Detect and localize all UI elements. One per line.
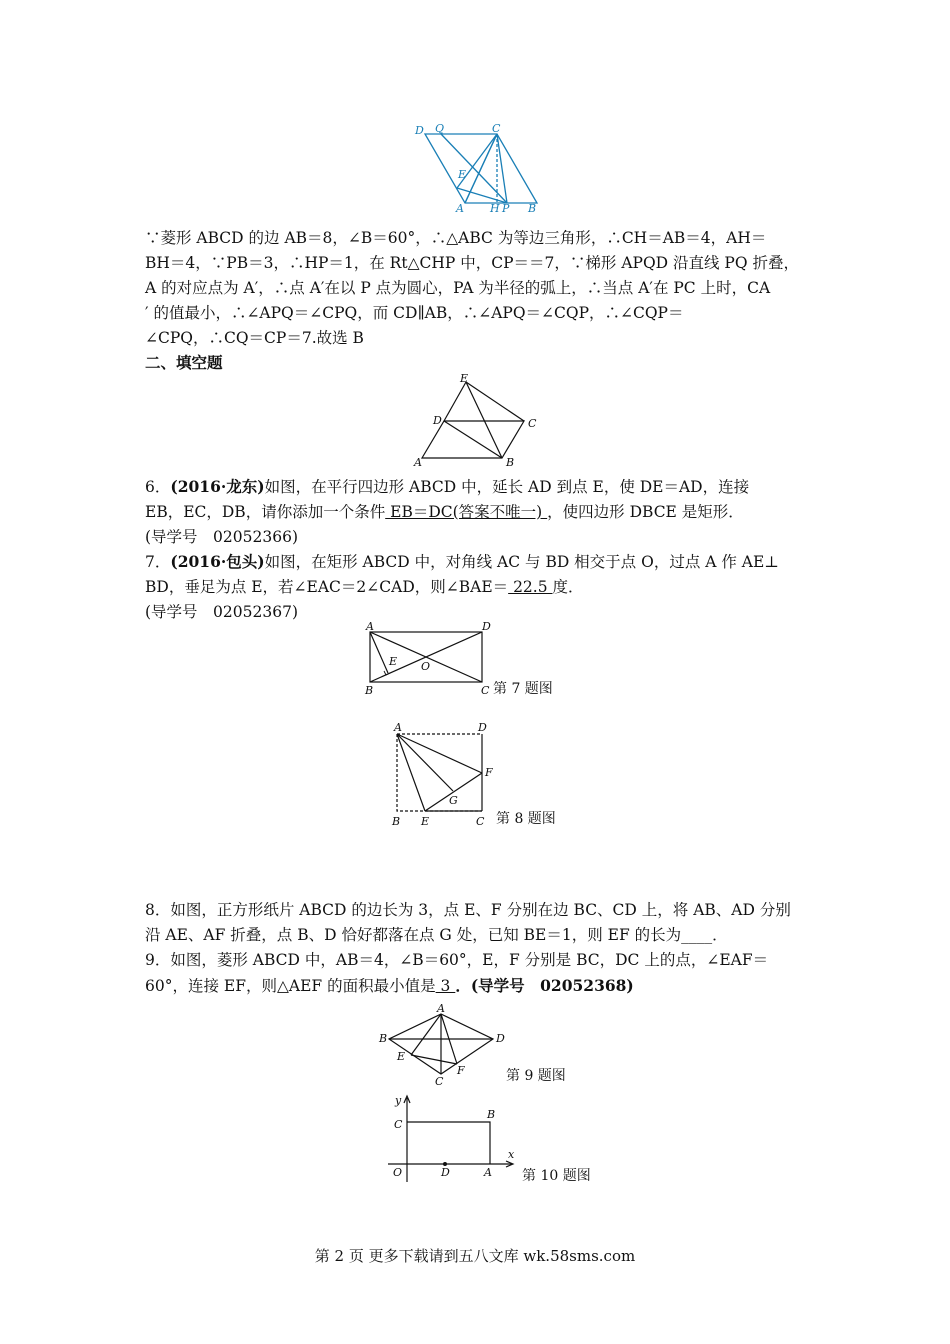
- q7-ref: (导学号 02052367): [145, 603, 298, 621]
- fig9-label-a: A: [437, 1002, 445, 1015]
- fig10-label-c: C: [394, 1118, 403, 1131]
- fig8-label-b: B: [392, 815, 401, 828]
- fig8-caption: 第 8 题图: [496, 811, 556, 827]
- fig7-label-o: O: [421, 660, 431, 673]
- figure-q5-rhombus: [405, 118, 550, 213]
- fig9-label-d: D: [496, 1032, 505, 1045]
- fig10-label-a: A: [484, 1166, 492, 1179]
- q8-text-1: 8．如图，正方形纸片 ABCD 的边长为 3，点 E、F 分别在边 BC、CD 上，将 AB、AD 分别: [145, 901, 791, 919]
- fig9-label-c: C: [435, 1075, 444, 1088]
- q7-answer: 22.5: [508, 578, 553, 596]
- q9-text-1: 9．如图，菱形 ABCD 中，AB＝4，∠B＝60°，E，F 分别是 BC，DC 上的点，∠EAF＝: [145, 951, 769, 969]
- q6-number: 6．: [145, 478, 171, 496]
- fig6-label-c: C: [528, 417, 537, 430]
- solution-line-4: ′ 的值最小，∴∠APQ＝∠CPQ，而 CD∥AB，∴∠APQ＝∠CQP，∴∠CQP＝: [145, 304, 684, 322]
- q9-text-2b: ．(导学号 02052368): [455, 976, 634, 995]
- fig10-caption: 第 10 题图: [522, 1168, 591, 1184]
- solution-line-5: ∠CPQ，∴CQ＝CP＝7.故选 B: [145, 329, 364, 347]
- fig5-label-p: P: [502, 202, 510, 213]
- fig8-label-e: E: [421, 815, 430, 828]
- q9-answer: 3: [435, 977, 456, 995]
- fig9-label-e: E: [397, 1050, 406, 1063]
- question-6: [145, 474, 813, 550]
- q6-text-1: 如图，在平行四边形 ABCD 中，延长 AD 到点 E，使 DE＝AD，连接: [264, 478, 750, 496]
- fig10-label-y: y: [395, 1094, 402, 1107]
- fig7-label-a: A: [366, 620, 374, 633]
- fig10-label-b: B: [487, 1108, 496, 1121]
- q6-ref: (导学号 02052366): [145, 528, 298, 546]
- solution-line-3: A 的对应点为 A′，∴点 A′在以 P 点为圆心，PA 为半径的弧上，∴当点 A′在 PC 上时，CA: [145, 279, 771, 297]
- fig5-label-e: E: [458, 168, 467, 181]
- q7-source: (2016·包头): [170, 552, 265, 571]
- fig10-label-o: O: [393, 1166, 403, 1179]
- solution-line-2: BH＝4，∵PB＝3，∴HP＝1，在 Rt△CHP 中，CP＝＝7，∵梯形 APQD 沿直线 PQ 折叠，: [145, 254, 799, 272]
- fig7-label-c: C: [481, 684, 490, 697]
- question-8: [145, 898, 813, 948]
- solution-line-1: ∵菱形 ABCD 的边 AB＝8，∠B＝60°，∴△ABC 为等边三角形，∴CH＝AB＝4，AH＝: [145, 229, 767, 247]
- page-footer: 第 2 页 更多下载请到五八文库 wk.58sms.com: [314, 1247, 636, 1265]
- figure-q7-rectangle: [360, 618, 570, 700]
- figure-q8-square: [385, 718, 575, 830]
- fig7-label-e: E: [389, 655, 398, 668]
- fig7-label-d: D: [482, 620, 491, 633]
- fig8-label-f: F: [485, 766, 493, 779]
- fig8-label-c: C: [476, 815, 485, 828]
- fig5-label-b: B: [528, 202, 537, 213]
- figure-q6-parallelogram: [410, 370, 545, 468]
- fig5-label-h: H: [490, 202, 500, 213]
- fig7-caption: 第 7 题图: [493, 681, 553, 697]
- fig9-label-b: B: [379, 1032, 388, 1045]
- q6-source: (2016·龙东): [170, 477, 265, 496]
- fig9-label-f: F: [457, 1064, 465, 1077]
- q9-text-2a: 60°，连接 EF，则△AEF 的面积最小值是: [145, 977, 436, 995]
- q6-answer: EB＝DC(答案不唯一): [385, 503, 548, 521]
- fig8-label-d: D: [478, 721, 487, 734]
- q7-text-2b: 度．: [552, 578, 584, 596]
- fig10-label-d: D: [441, 1166, 450, 1179]
- fig6-label-b: B: [506, 456, 515, 468]
- question-9: [145, 948, 813, 999]
- q7-text-2a: BD，垂足为点 E，若∠EAC＝2∠CAD，则∠BAE＝: [145, 578, 509, 596]
- q6-text-2a: EB，EC，DB，请你添加一个条件: [145, 503, 386, 521]
- section-title: 二、填空题: [145, 353, 223, 372]
- q8-text-2: 沿 AE、AF 折叠，点 B、D 恰好都落在点 G 处，已知 BE＝1，则 EF 的长为____．: [145, 926, 728, 944]
- question-7: [145, 549, 813, 625]
- fig7-label-b: B: [365, 684, 374, 697]
- q6-text-2b: ，使四边形 DBCE 是矩形．: [547, 503, 744, 521]
- fig5-label-d: D: [415, 124, 424, 137]
- fig10-label-x: x: [508, 1148, 515, 1161]
- fig5-label-a: A: [456, 202, 464, 213]
- fig6-label-a: A: [414, 456, 422, 468]
- solution-q5: [145, 226, 813, 351]
- figure-q10-axes: [380, 1090, 605, 1190]
- fig6-label-d: D: [433, 414, 442, 427]
- fig8-label-g: G: [449, 794, 458, 807]
- fig9-caption: 第 9 题图: [506, 1068, 566, 1084]
- q7-number: 7．: [145, 553, 171, 571]
- figure-q9-rhombus: [375, 1000, 585, 1090]
- fig5-label-c: C: [492, 122, 501, 135]
- fig5-label-q: Q: [435, 122, 445, 135]
- fig6-label-e: E: [460, 372, 469, 385]
- fig8-label-a: A: [394, 721, 402, 734]
- q7-text-1: 如图，在矩形 ABCD 中，对角线 AC 与 BD 相交于点 O，过点 A 作 AE⊥: [264, 553, 779, 571]
